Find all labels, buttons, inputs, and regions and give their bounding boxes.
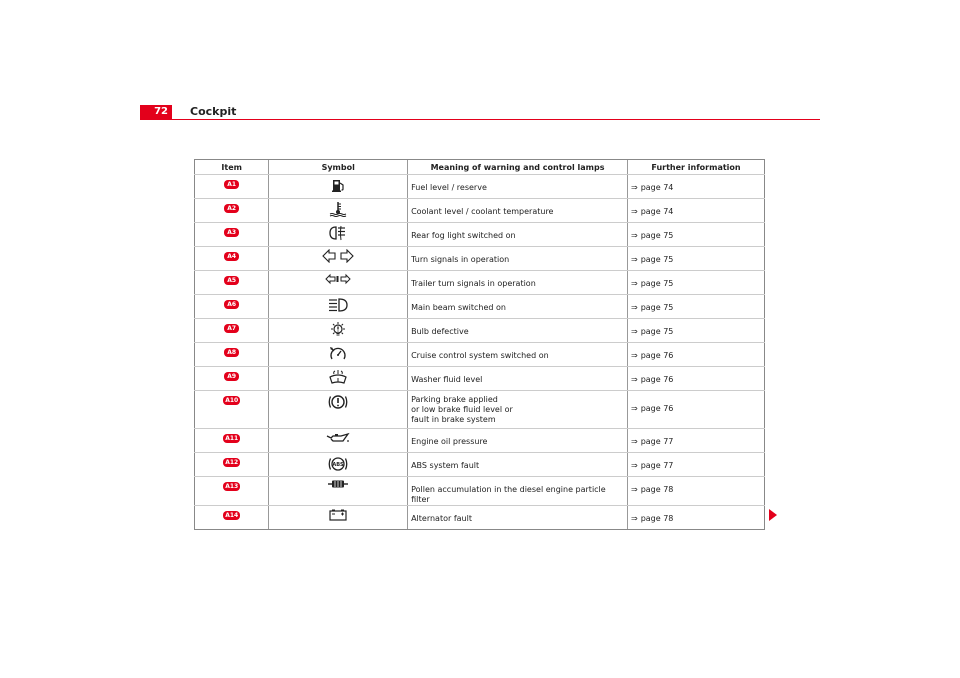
meaning-line: Cruise control system switched on — [411, 351, 549, 360]
meaning-text — [411, 175, 624, 193]
item-badge: A13 — [225, 483, 239, 490]
meaning-text — [411, 199, 624, 217]
reference-arrow-icon: ⇒ — [630, 514, 638, 523]
page-reference-text: page 76 — [640, 404, 674, 413]
reference-arrow-icon: ⇒ — [630, 485, 638, 494]
page-reference-text: page 76 — [640, 351, 674, 360]
page-reference-text: page 77 — [640, 437, 674, 446]
symbol-cell — [269, 247, 408, 271]
further-information-cell — [627, 295, 764, 319]
symbol-cell — [269, 199, 408, 223]
washer-fluid-icon — [327, 369, 349, 385]
page-reference-text: page 78 — [640, 514, 674, 523]
meaning-cell — [408, 453, 628, 477]
reference-arrow-icon: ⇒ — [630, 255, 638, 264]
symbol-cell — [269, 367, 408, 391]
meaning-text — [411, 247, 624, 265]
further-information-cell — [627, 477, 764, 506]
column-header-symbol: Symbol — [269, 160, 408, 175]
item-badge: A3 — [224, 228, 239, 237]
main-beam-icon — [327, 297, 349, 313]
table-row — [195, 175, 765, 199]
meaning-text — [411, 367, 624, 385]
meaning-line: Alternator fault — [411, 514, 472, 523]
column-header-meaning: Meaning of warning and control lamps — [408, 160, 628, 175]
item-cell — [195, 367, 269, 391]
symbol-cell — [269, 271, 408, 295]
meaning-cell — [408, 343, 628, 367]
battery-icon — [328, 508, 348, 522]
reference-arrow-icon: ⇒ — [630, 437, 638, 446]
rear-fog-light-icon — [328, 225, 348, 241]
table-row — [195, 295, 765, 319]
trailer-turn-signal-icon — [325, 273, 351, 285]
reference-arrow-icon: ⇒ — [630, 279, 638, 288]
page-reference — [631, 175, 761, 193]
page-reference-text: page 78 — [640, 485, 674, 494]
reference-arrow-icon: ⇒ — [630, 303, 638, 312]
page-reference — [631, 295, 761, 313]
page-reference-text: page 75 — [640, 255, 674, 264]
meaning-line: Parking brake applied — [411, 395, 498, 404]
meaning-text — [411, 429, 624, 447]
meaning-line: Coolant level / coolant temperature — [411, 207, 554, 216]
meaning-line: Washer fluid level — [411, 375, 483, 384]
page-header — [140, 105, 820, 120]
table-row — [195, 319, 765, 343]
further-information-cell — [627, 199, 764, 223]
symbol-cell — [269, 391, 408, 429]
page-reference-text: page 75 — [640, 327, 674, 336]
table-row — [195, 199, 765, 223]
bulb-defective-icon — [328, 321, 348, 339]
page-reference — [631, 343, 761, 361]
table-row — [195, 343, 765, 367]
meaning-line: ABS system fault — [411, 461, 480, 470]
table-body — [195, 175, 765, 530]
item-badge: A9 — [224, 372, 239, 381]
meaning-text — [411, 223, 624, 241]
page-reference — [631, 477, 761, 495]
meaning-line: or low brake fluid level or — [411, 405, 513, 414]
symbol-cell — [269, 506, 408, 530]
meaning-text — [411, 343, 624, 361]
further-information-cell — [627, 453, 764, 477]
coolant-temperature-icon — [328, 201, 348, 217]
page-reference-text: page 75 — [640, 303, 674, 312]
page-reference — [631, 223, 761, 241]
item-badge: A7 — [224, 324, 239, 333]
item-badge: A1 — [224, 180, 239, 189]
continue-arrow-icon — [769, 509, 777, 521]
fuel-pump-icon — [330, 177, 346, 193]
item-cell — [195, 453, 269, 477]
symbol-cell — [269, 223, 408, 247]
page-reference — [631, 319, 761, 337]
item-cell — [195, 391, 269, 429]
meaning-text — [411, 453, 624, 471]
abs-icon — [327, 455, 349, 473]
item-cell — [195, 319, 269, 343]
section-title: Cockpit — [190, 105, 237, 118]
item-badge: A8 — [224, 348, 239, 357]
further-information-cell — [627, 429, 764, 453]
item-badge: A5 — [224, 276, 239, 285]
page-reference — [631, 429, 761, 447]
table-row — [195, 271, 765, 295]
item-badge: A4 — [224, 252, 239, 261]
table-row — [195, 247, 765, 271]
item-badge: A11 — [225, 435, 239, 442]
reference-arrow-icon: ⇒ — [630, 327, 638, 336]
page-reference — [631, 453, 761, 471]
cruise-control-icon — [328, 345, 348, 363]
table-row — [195, 506, 765, 530]
page-reference-text: page 76 — [640, 375, 674, 384]
meaning-line: Trailer turn signals in operation — [411, 279, 536, 288]
page-number: 72 — [140, 105, 172, 119]
particle-filter-icon — [327, 479, 349, 489]
page-reference — [631, 391, 761, 414]
item-cell — [195, 343, 269, 367]
page-reference — [631, 247, 761, 265]
item-cell — [195, 295, 269, 319]
meaning-text — [411, 391, 624, 425]
item-cell — [195, 271, 269, 295]
meaning-text — [411, 506, 624, 524]
table-row — [195, 477, 765, 506]
brake-warning-icon — [327, 393, 349, 411]
oil-can-icon — [325, 431, 351, 445]
meaning-cell — [408, 295, 628, 319]
meaning-line: Bulb defective — [411, 327, 469, 336]
table-row — [195, 453, 765, 477]
meaning-line: Fuel level / reserve — [411, 183, 487, 192]
column-header-further-information: Further information — [627, 160, 764, 175]
column-header-item: Item — [195, 160, 269, 175]
item-cell — [195, 429, 269, 453]
item-cell — [195, 506, 269, 530]
table-row — [195, 223, 765, 247]
meaning-line: Engine oil pressure — [411, 437, 488, 446]
meaning-line: fault in brake system — [411, 415, 496, 424]
meaning-cell — [408, 223, 628, 247]
further-information-cell — [627, 343, 764, 367]
meaning-cell — [408, 319, 628, 343]
meaning-text — [411, 295, 624, 313]
page-reference — [631, 367, 761, 385]
reference-arrow-icon: ⇒ — [630, 461, 638, 470]
svg-text:ABS: ABS — [332, 462, 344, 468]
symbol-cell — [269, 429, 408, 453]
item-badge: A6 — [224, 300, 239, 309]
item-badge: A14 — [225, 512, 239, 519]
meaning-line: Pollen accumulation in the diesel engine particle filter — [411, 485, 606, 504]
symbol-cell — [269, 319, 408, 343]
item-badge: A10 — [225, 397, 239, 404]
item-cell — [195, 477, 269, 506]
turn-signal-arrows-icon — [322, 249, 354, 263]
reference-arrow-icon: ⇒ — [630, 351, 638, 360]
symbol-cell — [269, 175, 408, 199]
table-row — [195, 429, 765, 453]
table-header-row — [195, 160, 765, 175]
page-reference-text: page 75 — [640, 231, 674, 240]
table-row — [195, 391, 765, 429]
further-information-cell — [627, 175, 764, 199]
meaning-cell — [408, 477, 628, 506]
meaning-text — [411, 477, 624, 505]
further-information-cell — [627, 247, 764, 271]
symbol-cell — [269, 343, 408, 367]
meaning-line: Rear fog light switched on — [411, 231, 516, 240]
page-reference — [631, 271, 761, 289]
item-cell — [195, 175, 269, 199]
page-reference-text: page 75 — [640, 279, 674, 288]
item-badge: A12 — [225, 459, 239, 466]
meaning-cell — [408, 175, 628, 199]
further-information-cell — [627, 319, 764, 343]
item-cell — [195, 247, 269, 271]
symbol-cell — [269, 477, 408, 506]
page-reference-text: page 74 — [640, 207, 674, 216]
page-reference — [631, 199, 761, 217]
further-information-cell — [627, 506, 764, 530]
meaning-text — [411, 271, 624, 289]
meaning-line: Main beam switched on — [411, 303, 507, 312]
reference-arrow-icon: ⇒ — [630, 231, 638, 240]
page-reference-text: page 77 — [640, 461, 674, 470]
table-row — [195, 367, 765, 391]
symbol-cell — [269, 295, 408, 319]
meaning-cell — [408, 247, 628, 271]
meaning-line: Turn signals in operation — [411, 255, 510, 264]
page-reference — [631, 506, 761, 524]
reference-arrow-icon: ⇒ — [630, 375, 638, 384]
item-cell — [195, 223, 269, 247]
meaning-cell — [408, 391, 628, 429]
meaning-cell — [408, 429, 628, 453]
symbol-cell — [269, 453, 408, 477]
further-information-cell — [627, 271, 764, 295]
warning-lamps-table — [194, 159, 765, 530]
item-badge: A2 — [224, 204, 239, 213]
page-reference-text: page 74 — [640, 183, 674, 192]
meaning-cell — [408, 506, 628, 530]
reference-arrow-icon: ⇒ — [630, 207, 638, 216]
meaning-cell — [408, 199, 628, 223]
reference-arrow-icon: ⇒ — [630, 183, 638, 192]
further-information-cell — [627, 223, 764, 247]
meaning-cell — [408, 367, 628, 391]
item-cell — [195, 199, 269, 223]
meaning-text — [411, 319, 624, 337]
reference-arrow-icon: ⇒ — [630, 404, 638, 413]
further-information-cell — [627, 391, 764, 429]
further-information-cell — [627, 367, 764, 391]
meaning-cell — [408, 271, 628, 295]
